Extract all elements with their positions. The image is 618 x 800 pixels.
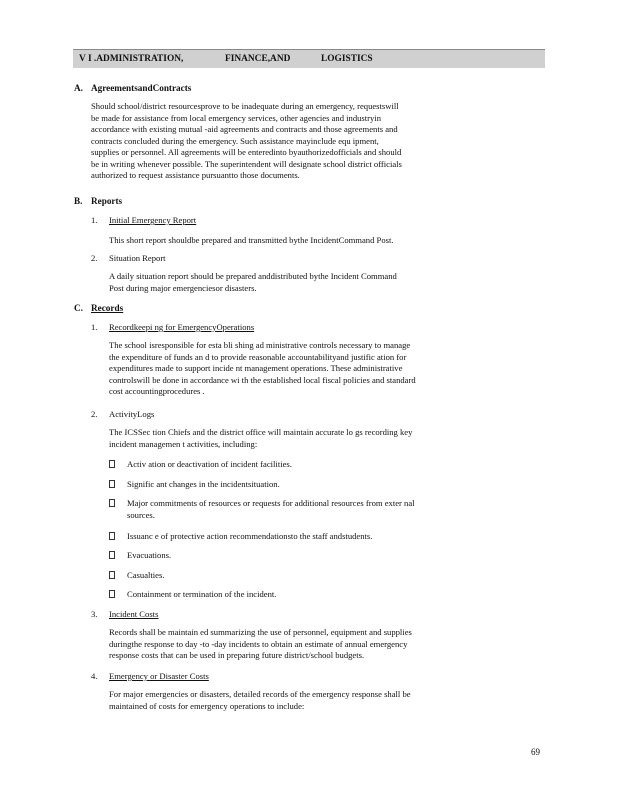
section-c-title: Records xyxy=(91,303,124,313)
emergency-costs-paragraph xyxy=(109,689,525,712)
subsection-number: 1. xyxy=(91,215,98,225)
bullet-box-icon xyxy=(109,532,115,540)
section-b-title: Reports xyxy=(91,196,123,206)
recordkeeping-paragraph xyxy=(109,340,525,398)
paragraph-line: This short report shouldbe prepared and transmitted bythe IncidentCommand Post. xyxy=(109,235,394,245)
header-part-logistics: LOGISTICS xyxy=(321,54,373,64)
section-a-heading xyxy=(74,83,191,93)
subsection-title: Emergency or Disaster Costs xyxy=(109,671,209,681)
section-header-bar xyxy=(73,49,545,68)
paragraph-line: expenditures made to support incide nt management operations. These administrative xyxy=(109,363,403,373)
subsection-title: Recordkeepi ng for EmergencyOperations xyxy=(109,322,255,332)
subsection-recordkeeping xyxy=(91,322,254,332)
section-b-letter: B. xyxy=(74,196,83,206)
paragraph-line: A daily situation report should be prepared anddistributed bythe Incident Command xyxy=(109,271,397,281)
subsection-number: 4. xyxy=(91,671,98,681)
subsection-incident-costs xyxy=(91,609,158,619)
page-number: 69 xyxy=(531,747,540,757)
paragraph-line: authorized to request assistance pursuantto those documents. xyxy=(91,170,300,180)
paragraph-line: duringthe response to day -to -day incidents to obtain an estimate of annual emergency xyxy=(109,638,408,649)
initial-report-paragraph xyxy=(109,235,525,247)
list-item-line: Major commitments of resources or requests for additional resources from exter nal xyxy=(127,498,415,508)
paragraph-line: Should school/district resourcesprove to be inadequate during an emergency, requestswill xyxy=(91,101,399,111)
section-b-heading xyxy=(74,196,122,206)
incident-costs-paragraph xyxy=(109,627,525,662)
bullet-box-icon xyxy=(109,571,115,579)
paragraph-line: supplies or personnel. All agreements will be enteredinto byauthorizedofficials and should xyxy=(91,147,402,157)
section-c-letter: C. xyxy=(74,303,83,313)
bullet-box-icon xyxy=(109,499,115,507)
paragraph-line: Post during major emergenciesor disasters. xyxy=(109,282,257,293)
list-item-text: Containment or termination of the incident. xyxy=(127,589,277,599)
section-c-heading xyxy=(74,303,123,313)
header-part-administration: V I .ADMINISTRATION, xyxy=(79,54,184,64)
list-item-line: sources. xyxy=(127,509,155,520)
subsection-number: 1. xyxy=(91,322,98,332)
situation-report-paragraph xyxy=(109,271,525,294)
paragraph-line: The school isresponsible for esta bli shing ad ministrative controls necessary to manage xyxy=(109,340,411,350)
subsection-activity-logs xyxy=(91,409,154,419)
list-item-text: Signific ant changes in the incidentsituation. xyxy=(127,479,280,489)
list-item-text xyxy=(127,498,525,521)
subsection-title: Initial Emergency Report xyxy=(109,215,197,225)
bullet-box-icon xyxy=(109,460,115,468)
paragraph-line: controlswill be done in accordance wi th the established local fiscal policies and standard xyxy=(109,374,416,385)
subsection-emergency-costs xyxy=(91,671,209,681)
paragraph-line: response costs that can be used in preparing future district/school budgets. xyxy=(109,650,365,660)
paragraph-line: be made for assistance from local emergency services, other agencies and industryin xyxy=(91,112,382,123)
paragraph-line: the expenditure of funds an d to provide reasonable accountabilityand justific ation for xyxy=(109,351,407,362)
subsection-number: 2. xyxy=(91,253,98,263)
paragraph-line: For major emergencies or disasters, detailed records of the emergency response shall be xyxy=(109,689,411,699)
section-a-letter: A. xyxy=(74,83,83,93)
paragraph-line: Records shall be maintain ed summarizing the use of personnel, equipment and supplies xyxy=(109,627,412,637)
subsection-initial-report xyxy=(91,215,196,225)
paragraph-line: maintained of costs for emergency operations to include: xyxy=(109,700,305,711)
section-a-paragraph xyxy=(91,101,525,182)
bullet-box-icon xyxy=(109,590,115,598)
subsection-situation-report xyxy=(91,253,166,263)
paragraph-line: contracts concluded during the emergency. Such assistance mayinclude equ ipment, xyxy=(91,135,379,146)
subsection-number: 3. xyxy=(91,609,98,619)
list-item-text: Casualties. xyxy=(127,570,165,580)
subsection-number: 2. xyxy=(91,409,98,419)
paragraph-line: The ICSSec tion Chiefs and the district office will maintain accurate lo gs recording key xyxy=(109,427,413,437)
bullet-box-icon xyxy=(109,551,115,559)
subsection-title: ActivityLogs xyxy=(109,409,155,419)
list-item-text: Issuanc e of protective action recommendationsto the staff andstudents. xyxy=(127,531,373,541)
bullet-box-icon xyxy=(109,480,115,488)
activity-logs-paragraph xyxy=(109,427,525,450)
section-a-title: AgreementsandContracts xyxy=(91,83,192,93)
subsection-title: Situation Report xyxy=(109,253,166,263)
list-item-text: Activ ation or deactivation of incident facilities. xyxy=(127,459,292,469)
list-item-text: Evacuations. xyxy=(127,550,172,560)
paragraph-line: cost accountingprocedures . xyxy=(109,386,205,396)
paragraph-line: accordance with existing mutual -aid agreements and contracts and those agreements and xyxy=(91,124,398,134)
subsection-title: Incident Costs xyxy=(109,609,159,619)
paragraph-line: incident managemen t activities, including: xyxy=(109,438,258,449)
paragraph-line: be in writing whenever possible. The superintendent will designate school district officials xyxy=(91,158,402,169)
header-part-finance: FINANCE,AND xyxy=(225,54,291,64)
